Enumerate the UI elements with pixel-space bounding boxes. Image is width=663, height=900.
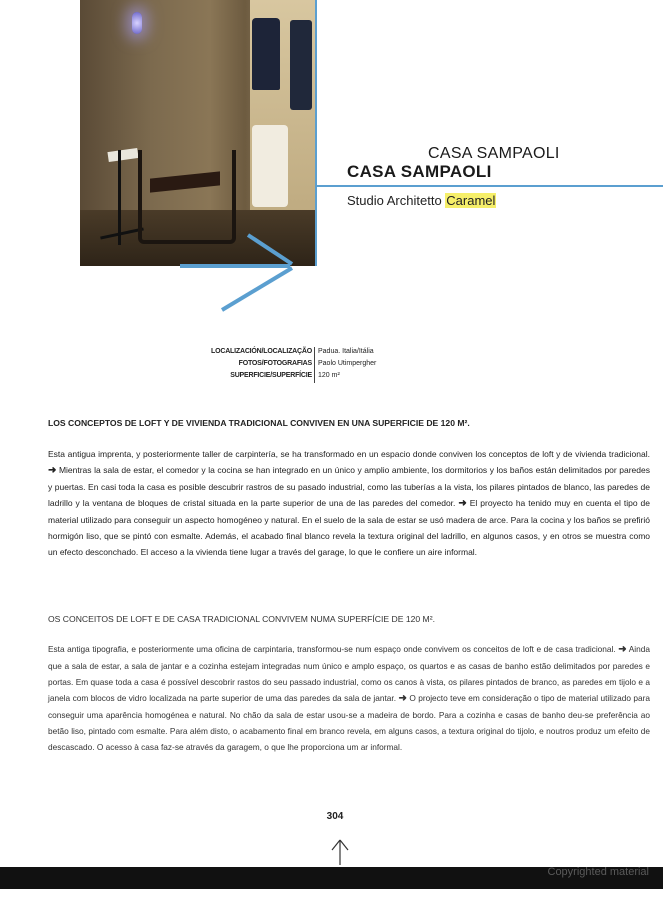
portuguese-paragraph bbox=[48, 641, 650, 755]
page-title: CASA SAMPAOLI bbox=[347, 162, 492, 181]
page-title-top: CASA SAMPAOLI bbox=[428, 145, 560, 162]
meta-values bbox=[318, 346, 438, 382]
spanish-sentence: El proyecto ha tenido muy en cuenta el tipo de material utilizado para conseguir un aspecto homogéneo y natural. En el suelo de la sala de estar se usó madera de arce. Para la cocina y los baños se prefirió hormigón liso, que se pintó con esmalte. Además, el acabado final blanco revela la textura original del ladrillo, en algunos casos, y en otros se muestra como un efecto desconchado. El acceso a la vivienda tiene lugar a través del garage, lo que le confiere un aire informal. bbox=[48, 498, 650, 557]
meta-value: Paolo Utimpergher bbox=[318, 360, 377, 367]
meta-label: FOTOS/FOTOGRAFIAS bbox=[238, 360, 312, 367]
spanish-sentence: Esta antigua imprenta, y posteriormente taller de carpintería, se ha transformado en un espacio donde conviven los conceptos de loft y de vivienda tradicional. bbox=[48, 449, 650, 459]
spanish-heading: LOS CONCEPTOS DE LOFT Y DE VIVIENDA TRADICIONAL CONVIVEN EN UNA SUPERFICIE DE 120 M². bbox=[48, 418, 470, 428]
meta-labels bbox=[190, 346, 312, 382]
portuguese-sentence: O projecto teve em consideração o tipo de material utilizado para conseguir uma aparência homogénea e natural. No chão da sala de estar usou-se a madeira de bordo. Para a cozinha e casas de banho deu-se preferência ao betão liso, pintado com esmalte. Para além disto, o acabamento final em branco revela, em alguns casos, a textura original do tijolo, e noutros produz um efeito de descascado. O acesso à casa faz-se através da garagem, o que lhe proporciona um ar informal. bbox=[48, 693, 650, 752]
portuguese-heading: OS CONCEITOS DE LOFT E DE CASA TRADICIONAL CONVIVEM NUMA SUPERFÍCIE DE 120 M². bbox=[48, 614, 435, 624]
arrow-right-icon: ➜ bbox=[618, 644, 627, 655]
studio-highlight: Caramel bbox=[446, 193, 496, 208]
spanish-paragraph bbox=[48, 446, 650, 560]
meta-divider bbox=[314, 347, 315, 383]
arrow-right-icon: ➜ bbox=[48, 465, 57, 476]
portuguese-sentence: Ainda que a sala de estar, a sala de jantar e a cozinha estejam integradas num único e amplo espaço, os quartos e as casas de banho estão delimitados por paredes e portas. Em quase toda a casa é possível descobrir rastos do seu passado industrial, como os canos à vista, os pilares pintados de branco, as paredes em tijolo e a janela com blocos de vidro localizada na parte superior de uma das paredes da sala de jantar. bbox=[48, 644, 650, 703]
meta-value: Padua. Italia/Itália bbox=[318, 348, 374, 355]
meta-label: SUPERFICIE/SUPERFÍCIE bbox=[230, 372, 312, 379]
arrow-right-icon: ➜ bbox=[398, 693, 407, 704]
studio-credit bbox=[347, 193, 496, 208]
studio-prefix: Studio Architetto bbox=[347, 193, 446, 208]
page-number: 304 bbox=[326, 811, 344, 822]
arrow-up-icon bbox=[330, 838, 350, 866]
copyright-watermark: Copyrighted material bbox=[547, 866, 649, 878]
portuguese-sentence: Esta antiga tipografia, e posteriormente uma oficina de carpintaria, transformou-se num espaço onde convivem os conceitos de loft e de casa tradicional. bbox=[48, 644, 616, 654]
meta-label: LOCALIZACIÓN/LOCALIZAÇÃO bbox=[211, 348, 312, 355]
arrow-right-icon: ➜ bbox=[458, 498, 467, 509]
meta-value: 120 m² bbox=[318, 372, 340, 379]
spanish-sentence: Mientras la sala de estar, el comedor y la cocina se han integrado en un único y amplio ambiente, los dormitorios y los baños están delimitados por paredes y puertas. En casi toda la casa es posible descubrir rastros de su pasado industrial, como las tuberías a la vista, los pilares pintados de blanco, las paredes de ladrillo y la ventana de bloques de cristal situada en la parte superior de una de las paredes del comedor. bbox=[48, 465, 650, 508]
